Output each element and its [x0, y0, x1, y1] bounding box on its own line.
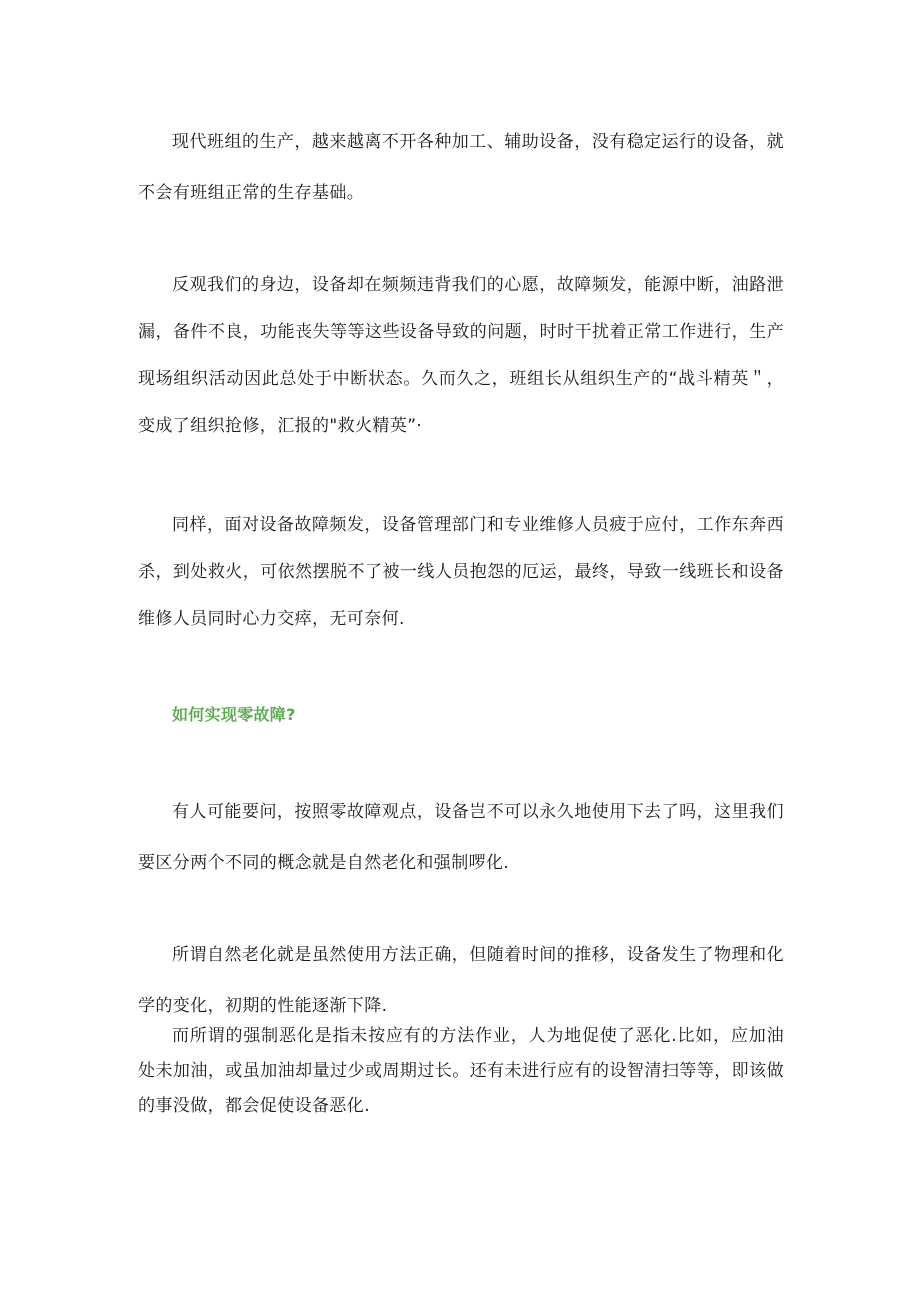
paragraph-1: 现代班组的生产，越来越离不开各种加工、辅助设备，没有稳定运行的设备，就不会有班组正常的生存基础。: [138, 132, 784, 203]
paragraph-4: 有人可能要问，按照零故障观点，设备岂不可以永久地使用下去了吗，这里我们要区分两个不同的概念就是自然老化和强制啰化.: [138, 802, 784, 873]
section-heading: 如何实现零故障?: [172, 705, 296, 724]
paragraph-2: 反观我们的身边，设备却在频频违背我们的心愿，故障频发，能源中断，油路泄漏，备件不良，功能丧失等等这些设备导致的问题，时时干扰着正常工作进行，生产现场组织活动因此总处于中断状态。久而久之，班组长从组织生产的“战斗精英＂，变成了组织抢修，汇报的"救火精英”·: [138, 275, 784, 436]
paragraph-3: 同样，面对设备故障频发，设备管理部门和专业维修人员疲于应付，工作东奔西杀，到处救火，可依然摆脱不了被一线人员抱怨的厄运，最终，导致一线班长和设备维修人员同时心力交瘁，无可奈何.: [138, 515, 784, 629]
paragraph-6: 而所谓的强制恶化是指未按应有的方法作业，人为地促使了恶化.比如，应加油处未加油，或虽加油却量过少或周期过长。还有未进行应有的设智清扫等等，即该做的事没做，都会促使设备恶化.: [138, 1026, 784, 1116]
paragraph-5: 所谓自然老化就是虽然使用方法正确，但随着时间的推移，设备发生了物理和化学的变化，初期的性能逐渐下降.: [138, 945, 784, 1016]
